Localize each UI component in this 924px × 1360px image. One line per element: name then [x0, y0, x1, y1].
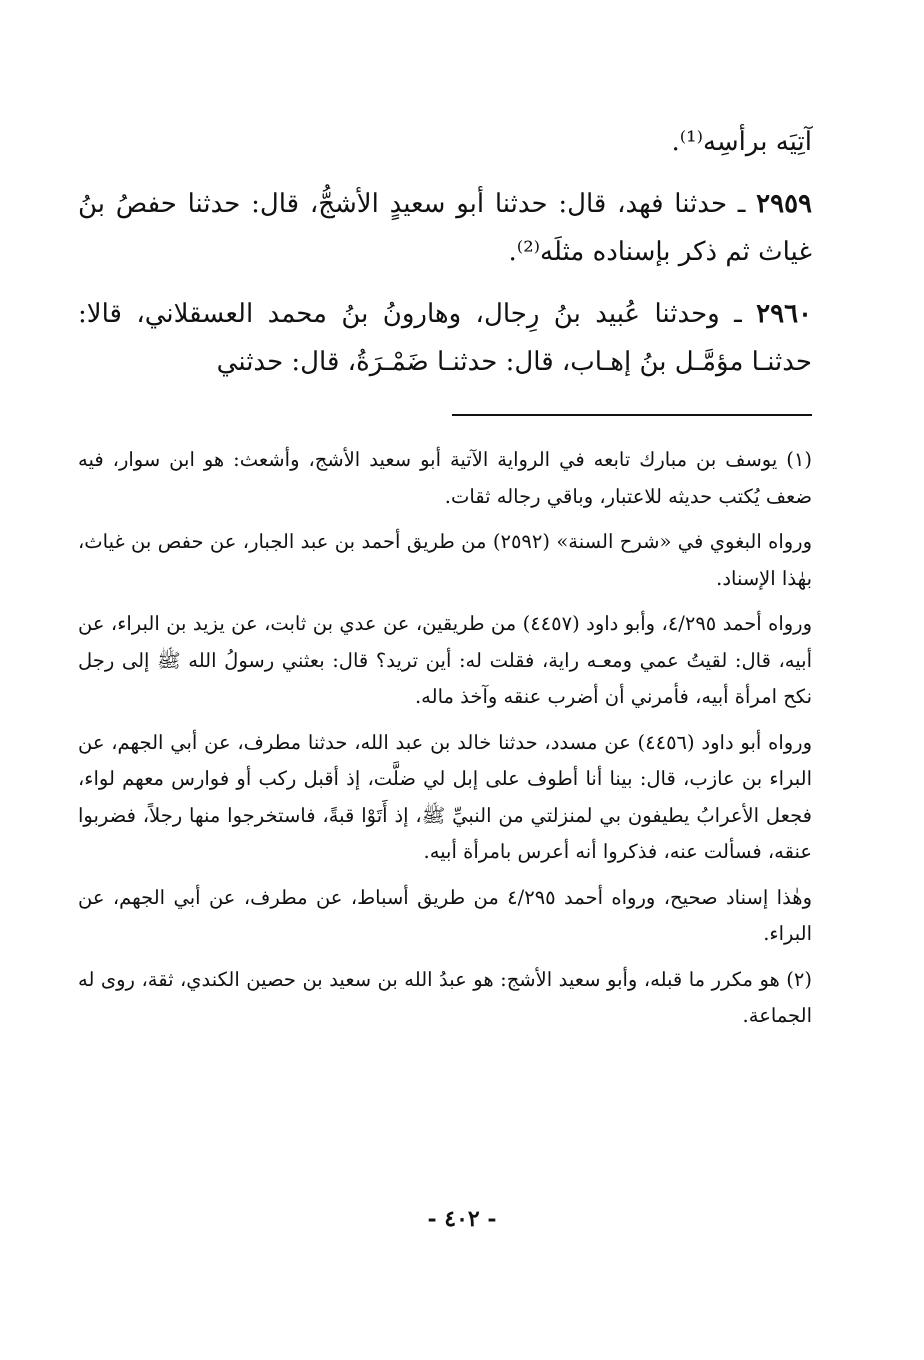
main-line-top: آتِيَه برأسِه⁽¹⁾. [671, 127, 812, 157]
footnote-paragraph: ورواه أبو داود (٤٤٥٦) عن مسدد، حدثنا خالد بن عبد الله، حدثنا مطرف، عن أبي الجهم، عن البراء بن عازب، قال: بينا أنا أطوف على إبل لي ضلَّت، إذ أقبل ركب أو فوارس معهم لواء، فجعل الأعرابُ يطيفون بي لمنزلتي من النبيِّ ﷺ، إذ أَتَوْا قبةً، فاستخرجوا منها رجلاً، فضربوا عنقه، فسألت عنه، فذكروا أنه أعرس بامرأة أبيه. [78, 730, 812, 863]
footnote-paragraph: ورواه أحمد ٤/٢٩٥، وأبو داود (٤٤٥٧) من طريقين، عن عدي بن ثابت، عن يزيد بن البراء، عن أبيه، قال: لقيتُ عمي ومعـه راية، فقلت له: أين تريد؟ قال: بعثني رسولُ الله ﷺ إلى رجل نكح امرأة أبيه، فأمرني أن أضرب عنقه وآخذ ماله. [78, 612, 812, 708]
hadith-text: ـ حدثنا فهد، قال: حدثنا أبو سعيدٍ الأشجُّ، قال: حدثنا حفصُ بنُ غياث ثم ذكر بإسناده مثلَه⁽²⁾. [78, 189, 812, 267]
footnote-paragraph: (٢) هو مكرر ما قبله، وأبو سعيد الأشج: هو عبدُ الله بن سعيد بن حصين الكندي، ثقة، روى له الجماعة. [78, 967, 812, 1027]
footnote-separator [452, 414, 812, 416]
footnotes [78, 442, 812, 1044]
footnote-paragraph: ورواه البغوي في «شرح السنة» (٢٥٩٢) من طريق أحمد بن عبد الجبار، عن حفص بن غياث، بهٰذا الإسناد. [78, 530, 813, 590]
hadith-2959 [78, 180, 812, 276]
hadith-2960 [78, 290, 812, 386]
hadith-text: ـ وحدثنا عُبيد بنُ رِجال، وهارونُ بنُ محمد العسقلاني، قالا: حدثنـا مؤمَّـل بنُ إهـاب، قال: حدثنـا ضَمْـرَةُ، قال: حدثني [78, 299, 812, 377]
main-text [78, 118, 812, 400]
page-number: - ٤٠٢ - [427, 1206, 497, 1232]
footnote-paragraph: وهٰذا إسناد صحيح، ورواه أحمد ٤/٢٩٥ من طريق أسباط، عن مطرف، عن أبي الجهم، عن البراء. [78, 885, 813, 945]
hadith-number: ٢٩٥٩ [756, 189, 812, 219]
footnote-paragraph: (١) يوسف بن مبارك تابعه في الرواية الآتية أبو سعيد الأشج، وأشعث: هو ابن سوار، فيه ضعف يُكتب حديثه للاعتبار، وباقي رجاله ثقات. [78, 448, 812, 508]
hadith-number: ٢٩٦٠ [756, 299, 812, 329]
